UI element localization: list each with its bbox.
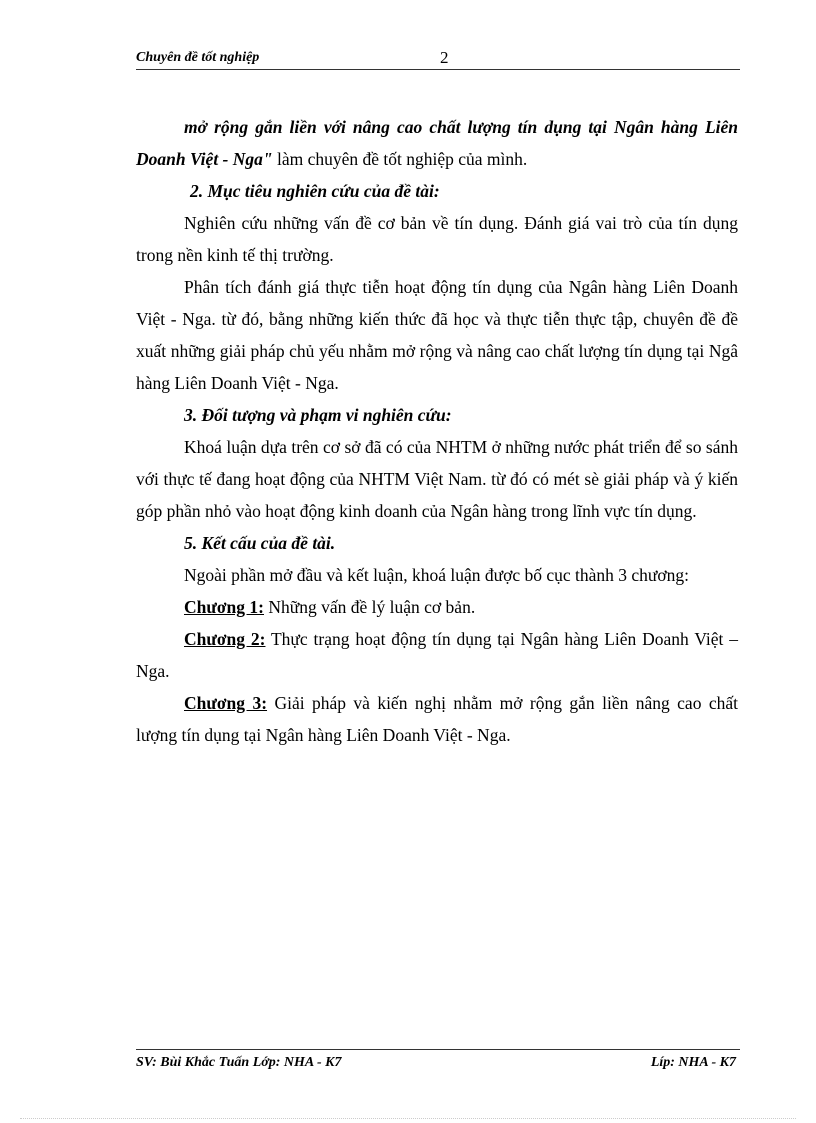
chapter-1 [136,591,738,623]
page-footer [136,1049,740,1072]
footer-student: SV: Bùi Khắc Tuấn Lớp: NHA - K7 [136,1055,342,1070]
page-header [136,50,740,70]
section-heading-5: 5. Kết cấu của đề tài. [184,533,336,553]
chapter-3 [136,687,738,751]
page-edge-divider [20,1118,796,1119]
paragraph: Phân tích đánh giá thực tiễn hoạt động tín dụng của Ngân hàng Liên Doanh Việt - Nga. từ đó, bằng những kiến thức đã học và thực tiễn thực tập, chuyên đề đề xuất những giải pháp chủ yếu nhằm mở rộng và nâng cao chất lượng tín dụng tại Ngâ hàng Liên Doanh Việt - Nga. [136,277,738,393]
chapter-label: Chương 1: [184,597,264,617]
chapter-text: Những vấn đề lý luận cơ bản. [264,597,476,617]
intro-bold-text: mở rộng gắn liền với nâng cao chất lượng tín dụng tại Ngân hàng Liên Doanh Việt - Nga" [136,117,738,169]
intro-paragraph [136,111,738,175]
section-heading-2: 2. Mục tiêu nghiên cứu của đề tài: [190,181,440,201]
footer-class: Líp: NHA - K7 [650,1055,736,1070]
chapter-2 [136,623,738,687]
chapter-label: Chương 2: [184,629,266,649]
paragraph: Ngoài phần mở đầu và kết luận, khoá luận được bố cục thành 3 chương: [184,565,690,585]
chapter-text: Giải pháp và kiến nghị nhằm mở rộng gắn liền nâng cao chất lượng tín dụng tại Ngân hàng Liên Doanh Việt - Nga. [136,693,738,745]
paragraph: Nghiên cứu những vấn đề cơ bản về tín dụng. Đánh giá vai trò của tín dụng trong nền kinh tế thị trường. [136,213,738,265]
header-title: Chuyên đề tốt nghiệp [136,50,260,65]
document-body [136,111,738,751]
section-heading-3: 3. Đối tượng và phạm vi nghiên cứu: [184,405,452,425]
page-number: 2 [440,48,449,67]
paragraph: Khoá luận dựa trên cơ sở đã có của NHTM ở những nước phát triển để so sánh với thực tế đang hoạt động của NHTM Việt Nam. từ đó có mét sè giải pháp và ý kiến góp phần nhỏ vào hoạt động kinh doanh của Ngân hàng trong lĩnh vực tín dụng. [136,437,738,521]
intro-text: làm chuyên đề tốt nghiệp của mình. [272,149,528,169]
chapter-label: Chương 3: [184,693,268,713]
chapter-text: Thực trạng hoạt động tín dụng tại Ngân hàng Liên Doanh Việt – Nga. [136,629,738,681]
